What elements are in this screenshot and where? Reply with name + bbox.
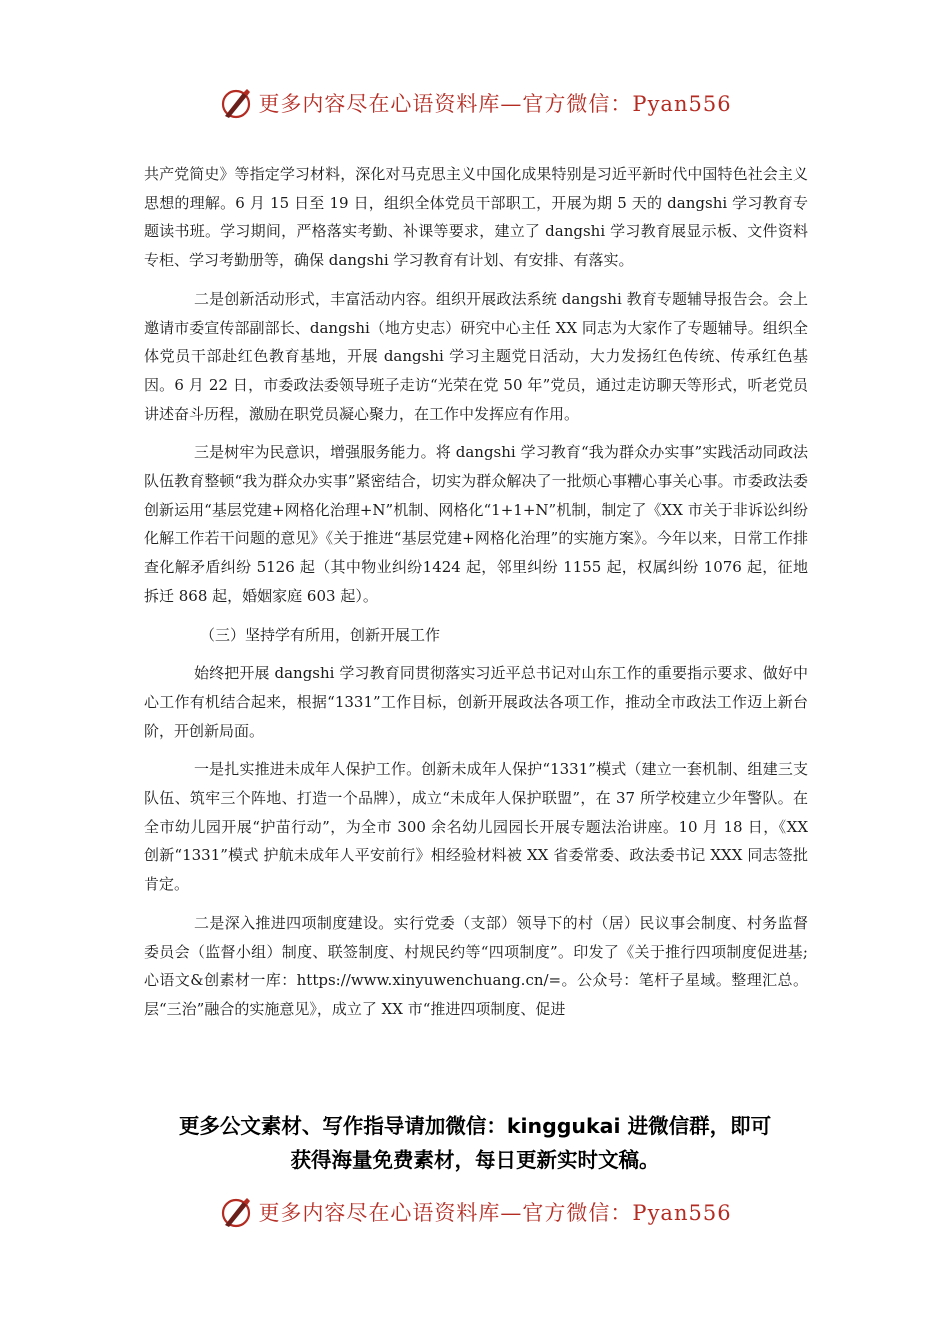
paragraph-four-systems: 二是深入推进四项制度建设。实行党委（支部）领导下的村（居）民议事会制度、村务监督委员会（监督小组）制度、联签制度、村规民约等“四项制度”。印发了《关于推行四项制度促进基;心语文&创素材一库：https://www.xinyuwenchuang.cn/=。公众号：笔杆子星域。整理汇总。层“三治”融合的实施意见》，成立了 XX 市“推进四项制度、促进: [144, 913, 808, 1018]
paragraph-section-intro: 始终把开展 dangshi 学习教育同贯彻落实习近平总书记对山东工作的重要指示要求、做好中心工作有机结合起来，根据“1331”工作目标，创新开展政法各项工作，推动全市政法工作迈上新台阶，开创新局面。: [144, 664, 808, 740]
section-heading: （三）坚持学有所用，创新开展工作: [200, 625, 441, 644]
footer-banner-text: 更多内容尽在心语资料库—官方微信：Pyan556: [258, 1201, 732, 1225]
header-banner: [0, 83, 950, 123]
pen-circle-logo-icon: [218, 85, 254, 121]
paragraph-activity-form: 二是创新活动形式，丰富活动内容。组织开展政法系统 dangshi 教育专题辅导报告会。会上邀请市委宣传部副部长、dangshi（地方史志）研究中心主任 XX 同志为大家作了专题辅导。组织全体党员干部赴红色教育基地，开展 dangshi 学习主题党日活动，大力发扬红色传统、传承红色基因。6 月 22 日，市委政法委领导班子走访“光荣在党 50 年”党员，通过走访聊天等形式，听老党员讲述奋斗历程，激励在职党员凝心聚力，在工作中发挥应有作用。: [144, 289, 808, 423]
promo-line-2: 获得海量免费素材，每日更新实时文稿。: [290, 1148, 660, 1172]
pen-circle-logo-icon: [218, 1194, 254, 1230]
paragraph-continuation: 共产党简史》等指定学习材料，深化对马克思主义中国化成果特别是习近平新时代中国特色社会主义思想的理解。6 月 15 日至 19 日，组织全体党员干部职工，开展为期 5 天的 dangshi 学习教育专题读书班。学习期间，严格落实考勤、补课等要求，建立了 dangshi 学习教育展显示板、文件资料专柜、学习考勤册等，确保 dangshi 学习教育有计划、有安排、有落实。: [144, 165, 808, 270]
header-banner-text: 更多内容尽在心语资料库—官方微信：Pyan556: [258, 92, 732, 116]
promo-line-1: 更多公文素材、写作指导请加微信：kinggukai 进微信群，即可: [178, 1114, 772, 1138]
paragraph-service-awareness: 三是树牢为民意识，增强服务能力。将 dangshi 学习教育“我为群众办实事”实践活动同政法队伍教育整顿“我为群众办实事”紧密结合，切实为群众解决了一批烦心事糟心事关心事。市委政法委创新运用“基层党建+网格化治理+N”机制、网格化“1+1+N”机制，制定了《XX 市关于非诉讼纠纷化解工作若干问题的意见》《关于推进“基层党建+网格化治理”的实施方案》。今年以来，日常工作排查化解矛盾纠纷 5126 起（其中物业纠纷1424 起，邻里纠纷 1155 起，权属纠纷 1076 起，征地拆迁 868 起，婚姻家庭 603 起）。: [144, 443, 808, 605]
paragraph-minor-protection: 一是扎实推进未成年人保护工作。创新未成年人保护“1331”模式（建立一套机制、组建三支队伍、筑牢三个阵地、打造一个品牌），成立“未成年人保护联盟”，在 37 所学校建立少年警队。在全市幼儿园开展“护苗行动”，为全市 300 余名幼儿园园长开展专题法治讲座。10 月 18 日，《XX 创新“1331”模式 护航未成年人平安前行》相经验材料被 XX 省委常委、政法委书记 XXX 同志签批肯定。: [144, 760, 808, 894]
footer-banner: [0, 1192, 950, 1232]
document-body: [144, 160, 808, 1034]
promo-notice: [140, 1109, 810, 1177]
